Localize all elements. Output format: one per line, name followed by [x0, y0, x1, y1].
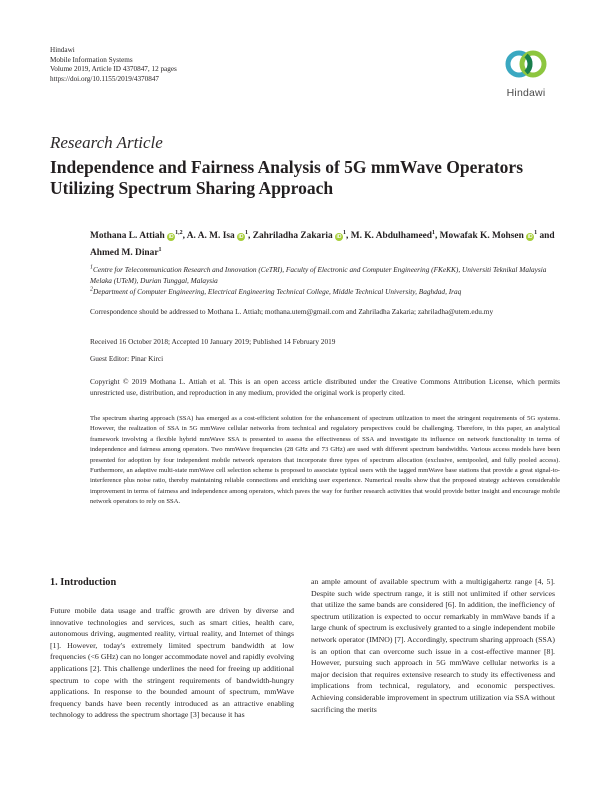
section-heading-introduction: 1. Introduction [50, 577, 117, 588]
orcid-icon[interactable]: iD [336, 234, 342, 240]
body-column-right: an ample amount of available spectrum with a multigigahertz range [4, 5]. Despite such wide spectrum range, it is still not unlimited if other services that utilize the same bands are considered [6]. In addition, the inefficiency of spectrum utilization is expected to occur remarkably in mmWave bands if a large chunk of spectrum is exclusively granted to a single independent mobile network operator (IMNO) [7]. Accordingly, spectrum sharing approach (SSA) is an option that can overcome such issue in a cost-effective manner [8]. However, pursuing such approach in 5G mmWave cellular networks is a major decision that requires extensive research to study its effectiveness and implications from technical, regulatory, and economic perspectives. Achieving considerable improvement in spectrum utilization via SSA without sacrificing the merits [311, 577, 555, 714]
author-affiliation-mark: 1 [534, 229, 538, 236]
article-type: Research Article [50, 133, 163, 152]
affiliations [90, 265, 560, 297]
author-name: Ahmed M. Dinar [90, 247, 159, 258]
author-affiliation-mark: 1 [431, 229, 435, 236]
author-name: A. A. M. Isa [186, 231, 235, 241]
affiliation-1: $^1$Centre for Telecommunication Research and Innovation (CeTRI), Faculty of Electronic and Computer Engineering (FKeKK), Universiti Teknikal Malaysia Melaka (UTeM), Durian Tunggal, Malaysia [90, 264, 547, 285]
body-column-left: Future mobile data usage and traffic growth are driven by diverse and innovative technologies and services, such as smart cities, health care, autonomous driving, augmented reality, virtual reality, and Internet of things [1]. However, today's extremely limited spectrum bandwidth at low frequencies (<6 GHz) can no longer accommodate novel and rapidly evolving applications [2]. This challenge underlines the need for freeing up additional spectrum to cope with the stringent requirements of bandwidth-hungry applications. In response to the bounded amount of spectrum, mmWave frequency bands have been recently introduced as an attractive enabling technology to address the spectrum shortage [3] because it has [50, 606, 294, 720]
author-name: M. K. Abdulhameed [350, 231, 432, 241]
publication-dates: Received 16 October 2018; Accepted 10 January 2019; Published 14 February 2019 [90, 337, 336, 346]
copyright-notice: Copyright © 2019 Mothana L. Attiah et al. This is an open access article distributed under the Creative Commons Attribution License, which permits unrestricted use, distribution, and reproduction in any medium, provided the original work is properly cited. [90, 377, 560, 397]
logo-text: Hindawi [506, 87, 546, 99]
paper-title: Independence and Fairness Analysis of 5G mmWave Operators Utilizing Spectrum Sharing Approach [50, 157, 524, 198]
author-affiliation-mark: 1 [343, 229, 347, 236]
journal-info [50, 46, 177, 84]
author-name: Mowafak K. Mohsen [439, 231, 524, 241]
orcid-icon[interactable]: iD [238, 234, 244, 240]
author-affiliation-mark: 1 [158, 246, 162, 253]
guest-editor: Guest Editor: Pinar Kirci [90, 354, 164, 363]
orcid-icon[interactable]: iD [527, 234, 533, 240]
abstract: The spectrum sharing approach (SSA) has emerged as a cost-efficient solution for the enhancement of spectrum utilization to meet the stringent requirements of 5G systems. However, the realization of SSA in 5G mmWave cellular networks from technical and regulatory perspectives could be challenging. Therefore, in this paper, an analytical framework involving a flexible hybrid mmWave SSA is presented to assess the effectiveness of SSA and investigate its influence on network functionality in terms of independence and fairness among operators. Two mmWave frequencies (28 GHz and 73 GHz) are used with different spectrum bandwidths. Various access models have been presented for adoption by four independent mobile network operators that incorporate three types of spectrum allocation (exclusive, semipooled, and fully pooled access). Furthermore, an adaptive multi-state mmWave cell selection scheme is proposed to associate typical users with the tagged mmWave base stations that provide a great signal-to-interference plus noise ratio, thereby maintaining reliable connections and enriching user experience. Numerical results show that the proposed strategy achieves considerable improvement in terms of fairness and independence among operators, which paves the way for further research activities that would provide better insight and encourage mobile network operators to rely on SSA. [90, 415, 560, 506]
orcid-icon[interactable]: iD [168, 234, 174, 240]
author-affiliation-mark: 1 [245, 229, 249, 236]
affiliation-2: $^2$Department of Computer Engineering, Electrical Engineering Technical College, Middle Technical University, Baghdad, Iraq [90, 286, 462, 296]
author-name: Zahriladha Zakaria [252, 231, 333, 241]
hindawi-logo-icon [504, 44, 548, 84]
journal-name: Mobile Information Systems [50, 55, 133, 64]
correspondence: Correspondence should be addressed to Mothana L. Attiah; mothana.utem@gmail.com and Zahriladha Zakaria; zahriladha@utem.edu.my [90, 307, 494, 316]
author-name: Mothana L. Attiah [90, 231, 165, 241]
doi-link[interactable]: https://doi.org/10.1155/2019/4370847 [50, 74, 160, 83]
author-list: Mothana L. Attiah iD$^{1,2}$, A. A. M. Isa $iD^1$, Zahriladha Zakaria $iD^1$, M. K. Abdulhameed$^1$, Mowafak K. Mohsen $iD^1$ and Ahmed M. Dinar$^1$ [90, 229, 555, 258]
hindawi-logo [496, 44, 556, 104]
author-affiliation-mark: 1,2 [175, 229, 183, 236]
publisher-name: Hindawi [50, 46, 75, 54]
volume-line: Volume 2019, Article ID 4370847, 12 pages [50, 65, 177, 73]
